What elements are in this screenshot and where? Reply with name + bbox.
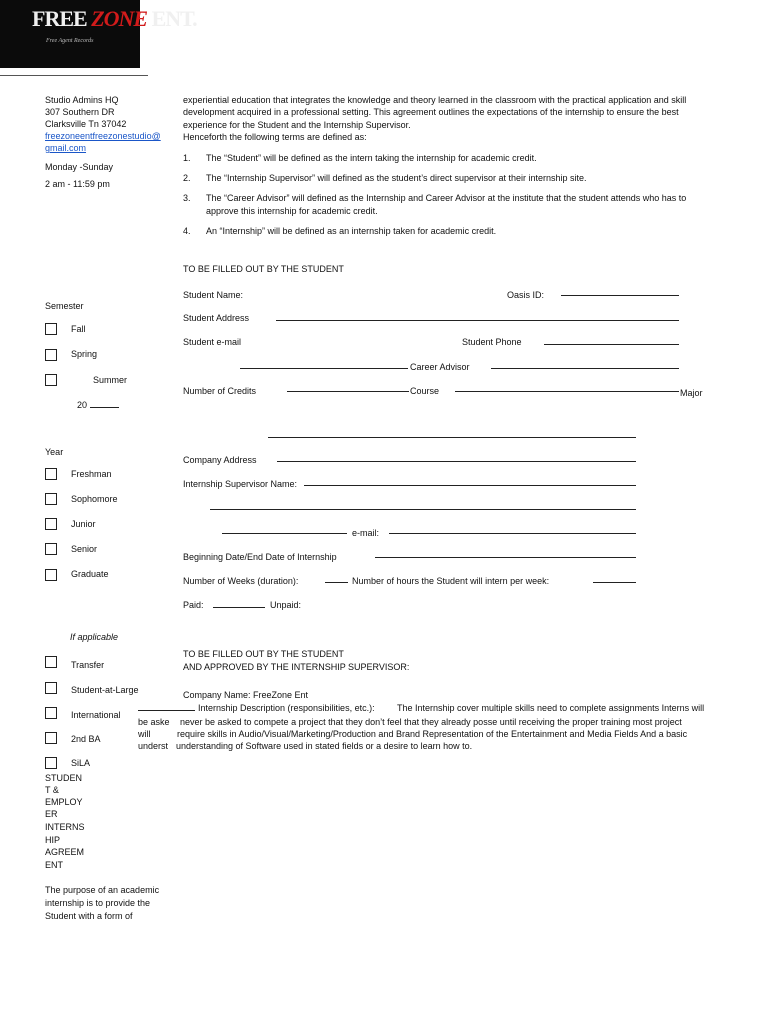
second-ba-checkbox[interactable] bbox=[45, 732, 57, 744]
major-label: Major bbox=[680, 388, 703, 398]
header-divider bbox=[0, 75, 148, 76]
year-option-label: Senior bbox=[71, 544, 98, 554]
term-number: 3. bbox=[183, 193, 191, 203]
description-text: understanding of Software used in stated fields or a desire to learn how to. bbox=[176, 741, 473, 751]
semester-label: Semester bbox=[45, 301, 84, 311]
applicable-option-label: 2nd BA bbox=[71, 734, 101, 744]
semester-option-label: Summer bbox=[93, 375, 128, 385]
sidebar-title-line: INTERNS bbox=[45, 822, 85, 832]
student-phone-field[interactable] bbox=[544, 344, 679, 345]
paid-field[interactable] bbox=[213, 607, 265, 608]
description-text: require skills in Audio/Visual/Marketing/Production and Brand Representation of the Entertainment and Media Fields And a basic bbox=[177, 729, 688, 739]
description-text: The Internship cover multiple skills need to complete assignments Interns will bbox=[397, 703, 705, 713]
supervisor-phone-field[interactable] bbox=[222, 533, 347, 534]
contact-hours: 2 am - 11:59 pm bbox=[45, 179, 110, 189]
weeks-field[interactable] bbox=[325, 582, 348, 583]
year-option-label: Freshman bbox=[71, 469, 112, 479]
year-freshman-checkbox[interactable] bbox=[45, 468, 57, 480]
applicable-option-label: International bbox=[71, 710, 121, 720]
year-label: Year bbox=[45, 447, 64, 457]
student-address-field[interactable] bbox=[276, 320, 679, 321]
term-text: The “Internship Supervisor” will defined as the student’s direct supervisor at their internship site. bbox=[206, 173, 587, 183]
dates-label: Beginning Date/End Date of Internship bbox=[183, 552, 337, 562]
intro-line: development acquired in a professional setting. This agreement outlines the expectations of the internship to ensure the best bbox=[183, 107, 679, 117]
semester-option-label: Spring bbox=[71, 349, 98, 359]
contact-email-link-cont[interactable]: gmail.com bbox=[45, 143, 87, 153]
term-text: The “Student” will be defined as the intern taking the internship for academic credit. bbox=[206, 153, 537, 163]
description-text-fragment: underst bbox=[138, 741, 169, 751]
paid-label: Paid: bbox=[183, 600, 204, 610]
student-name-label: Student Name: bbox=[183, 290, 244, 300]
intro-line: experience for the Student and the Internship Supervisor. bbox=[183, 120, 411, 130]
description-text-fragment: be aske bbox=[138, 717, 170, 727]
course-field[interactable] bbox=[455, 391, 679, 392]
supervisor-extra-field[interactable] bbox=[210, 509, 636, 510]
student-phone-label: Student Phone bbox=[462, 337, 522, 347]
semester-fall-checkbox[interactable] bbox=[45, 323, 57, 335]
logo-text-c: ENT. bbox=[147, 6, 197, 31]
contact-days: Monday -Sunday bbox=[45, 162, 114, 172]
year-senior-checkbox[interactable] bbox=[45, 543, 57, 555]
semester-summer-checkbox[interactable] bbox=[45, 374, 57, 386]
major-field[interactable] bbox=[268, 437, 636, 438]
company-logo bbox=[0, 0, 197, 68]
purpose-line: The purpose of an academic bbox=[45, 885, 160, 895]
term-text: An “Internship” will be defined as an internship taken for academic credit. bbox=[206, 226, 497, 236]
student-email-field[interactable] bbox=[240, 368, 408, 369]
year-option-label: Junior bbox=[71, 519, 96, 529]
description-label: Internship Description (responsibilities, etc.): bbox=[198, 703, 375, 713]
semester-option-label: Fall bbox=[71, 324, 86, 334]
applicable-option-label: Transfer bbox=[71, 660, 105, 670]
supervisor-name-field[interactable] bbox=[304, 485, 636, 486]
intro-line: Henceforth the following terms are defined as: bbox=[183, 132, 367, 142]
purpose-line: Student with a form of bbox=[45, 911, 133, 921]
weeks-label: Number of Weeks (duration): bbox=[183, 576, 299, 586]
year-option-label: Graduate bbox=[71, 569, 109, 579]
approval-heading: TO BE FILLED OUT BY THE STUDENT bbox=[183, 649, 344, 659]
sidebar-title-line: STUDEN bbox=[45, 773, 83, 783]
career-advisor-field[interactable] bbox=[491, 368, 679, 369]
transfer-checkbox[interactable] bbox=[45, 656, 57, 668]
student-address-label: Student Address bbox=[183, 313, 250, 323]
contact-city: Clarksville Tn 37042 bbox=[45, 119, 127, 129]
term-number: 4. bbox=[183, 226, 191, 236]
supervisor-email-field[interactable] bbox=[389, 533, 636, 534]
contact-email-link[interactable]: freezoneentfreezonestudio@ bbox=[45, 131, 161, 141]
term-text-cont: approve this internship for academic credit. bbox=[206, 206, 378, 216]
logo-text-a: FREE bbox=[32, 6, 92, 31]
description-text: never be asked to compete a project that they don’t feel that they already posse until receiving the proper training most project bbox=[180, 717, 682, 727]
logo-wordmark bbox=[32, 6, 197, 32]
description-field-stub[interactable] bbox=[138, 710, 195, 711]
company-address-label: Company Address bbox=[183, 455, 257, 465]
company-address-field[interactable] bbox=[277, 461, 636, 462]
semester-spring-checkbox[interactable] bbox=[45, 349, 57, 361]
applicable-option-label: SiLA bbox=[71, 758, 91, 768]
contact-name: Studio Admins HQ bbox=[45, 95, 119, 105]
contact-street: 307 Southern DR bbox=[45, 107, 115, 117]
applicable-label: If applicable bbox=[70, 632, 119, 642]
sidebar-title-line: ENT bbox=[45, 860, 63, 870]
hours-field[interactable] bbox=[593, 582, 636, 583]
student-section-heading: TO BE FILLED OUT BY THE STUDENT bbox=[183, 264, 344, 274]
oasis-id-field[interactable] bbox=[561, 295, 679, 296]
company-name-label: Company Name: FreeZone Ent bbox=[183, 690, 309, 700]
sila-checkbox[interactable] bbox=[45, 757, 57, 769]
term-number: 2. bbox=[183, 173, 191, 183]
semester-year-prefix: 20 bbox=[77, 400, 88, 410]
sidebar-title-line: ER bbox=[45, 809, 58, 819]
semester-year-field[interactable] bbox=[90, 407, 119, 408]
supervisor-name-label: Internship Supervisor Name: bbox=[183, 479, 298, 489]
course-label: Course bbox=[410, 386, 440, 396]
sidebar-title-line: HIP bbox=[45, 835, 61, 845]
student-at-large-checkbox[interactable] bbox=[45, 682, 57, 694]
unpaid-label: Unpaid: bbox=[270, 600, 302, 610]
term-number: 1. bbox=[183, 153, 191, 163]
logo-tagline: Free Agent Records bbox=[46, 38, 94, 44]
oasis-id-label: Oasis ID: bbox=[507, 290, 545, 300]
student-email-label: Student e-mail bbox=[183, 337, 242, 347]
purpose-line: internship is to provide the bbox=[45, 898, 151, 908]
dates-field[interactable] bbox=[375, 557, 636, 558]
supervisor-email-label: e-mail: bbox=[352, 528, 380, 538]
sidebar-title-line: EMPLOY bbox=[45, 797, 83, 807]
year-sophomore-checkbox[interactable] bbox=[45, 493, 57, 505]
approval-heading-cont: AND APPROVED BY THE INTERNSHIP SUPERVISOR: bbox=[183, 662, 410, 672]
sidebar-title-line: T & bbox=[45, 785, 59, 795]
applicable-option-label: Student-at-Large bbox=[71, 685, 139, 695]
description-text-fragment: will bbox=[138, 729, 151, 739]
year-junior-checkbox[interactable] bbox=[45, 518, 57, 530]
logo-text-b: ZONE bbox=[91, 6, 148, 31]
international-checkbox[interactable] bbox=[45, 707, 57, 719]
intro-line: experiential education that integrates the knowledge and theory learned in the classroom with the practical application and skill bbox=[183, 95, 687, 105]
year-option-label: Sophomore bbox=[71, 494, 118, 504]
career-advisor-label: Career Advisor bbox=[410, 362, 470, 372]
credits-label: Number of Credits bbox=[183, 386, 257, 396]
term-text: The “Career Advisor” will defined as the Internship and Career Advisor at the institute that the student attends who has to bbox=[206, 193, 687, 203]
hours-label: Number of hours the Student will intern per week: bbox=[352, 576, 550, 586]
sidebar-title-line: AGREEM bbox=[45, 847, 85, 857]
year-graduate-checkbox[interactable] bbox=[45, 569, 57, 581]
credits-field[interactable] bbox=[287, 391, 409, 392]
